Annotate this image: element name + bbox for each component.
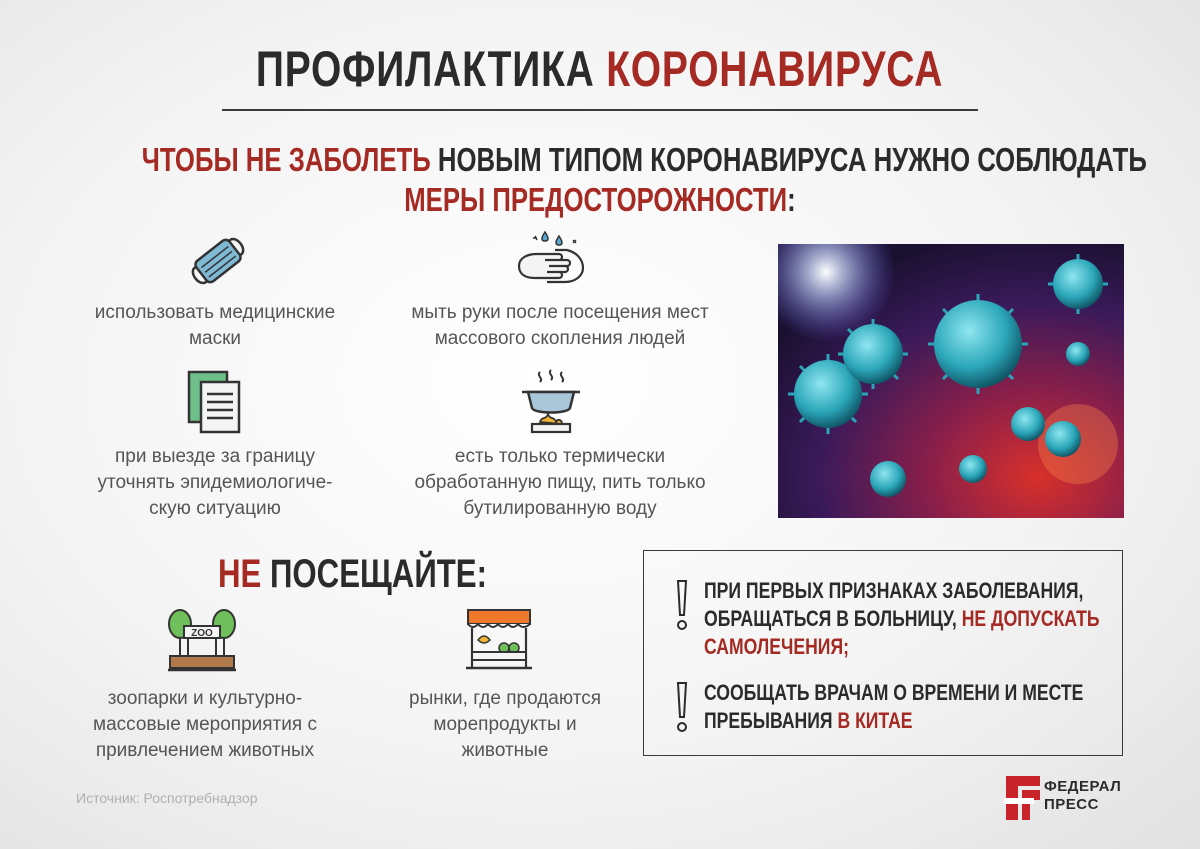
zoo-sign-text: ZOO [191,628,213,639]
not-visit-dark: ПОСЕЩАЙТЕ: [261,552,488,596]
measure-documents-line2: уточнять эпидемиологиче- [97,472,333,493]
subtitle-red-2: МЕРЫ ПРЕДОСТОРОЖНОСТИ [404,181,788,218]
subtitle [0,140,1200,220]
warning-2-line2-red: В КИТАЕ [837,708,913,733]
place-market-line3: животные [461,740,549,761]
warning-1-line3-red: САМОЛЕЧЕНИЯ; [704,634,849,659]
warning-1-line2-dark: ОБРАЩАТЬСЯ В БОЛЬНИЦУ, [704,606,962,631]
not-visit-heading [180,552,520,597]
exclamation-icon [674,579,690,635]
federal-press-logo-icon [1000,776,1040,820]
warning-box [643,550,1123,756]
page-title [0,40,1200,98]
measure-mask-line2: маски [188,328,242,349]
measure-cooking-line2: обработанную пищу, пить только [414,472,706,493]
title-divider [222,109,978,111]
subtitle-dark-1: НОВЫМ ТИПОМ КОРОНАВИРУСА НУЖНО СОБЛЮДАТЬ [430,141,1147,178]
measure-mask-line1: использовать медицинские [94,302,336,323]
subtitle-dark-2: : [787,181,796,218]
market-stall-icon [464,606,534,672]
measure-cooking-line1: есть только термически [454,446,666,467]
place-zoo-line1: зоопарки и культурно- [107,688,303,709]
warning-2-line1: СООБЩАТЬ ВРАЧАМ О ВРЕМЕНИ И МЕСТЕ [704,680,1084,705]
hand-washing-icon [515,228,587,294]
exclamation-icon [674,681,690,737]
measure-cooking-line3: бутилированную воду [463,498,657,519]
warning-1-line2-red: НЕ ДОПУСКАТЬ [961,606,1100,631]
place-zoo-line3: привлечением животных [95,740,315,761]
title-part2: КОРОНАВИРУСА [606,41,944,97]
measure-handwash-line1: мыть руки после посещения мест [411,302,709,323]
measure-documents-line3: скую ситуацию [149,498,281,519]
place-zoo-line2: массовые мероприятия с [93,714,317,735]
measure-handwash-line2: массового скопления людей [434,328,686,349]
place-market-line1: рынки, где продаются [409,688,601,709]
measure-documents-line1: при выезде за границу [115,446,315,467]
source-note: Источник: Роспотребнадзор [76,790,258,806]
federal-press-logo [1000,776,1140,820]
coronavirus-image [778,244,1124,518]
warning-1-line1: ПРИ ПЕРВЫХ ПРИЗНАКАХ ЗАБОЛЕВАНИЯ, [704,578,1084,603]
logo-line2: ПРЕСС [1044,796,1099,813]
logo-line1: ФЕДЕРАЛ [1044,778,1122,795]
not-visit-red: НЕ [217,552,262,596]
place-market-line2: морепродукты и [433,714,577,735]
subtitle-red-1: ЧТОБЫ НЕ ЗАБОЛЕТЬ [141,141,431,178]
medical-mask-icon [185,232,251,290]
title-part1: ПРОФИЛАКТИКА [256,41,607,97]
warning-2-line2-dark: ПРЕБЫВАНИЯ [704,708,838,733]
cooking-pot-icon [518,368,584,436]
documents-icon [185,368,245,436]
zoo-icon [166,606,238,674]
